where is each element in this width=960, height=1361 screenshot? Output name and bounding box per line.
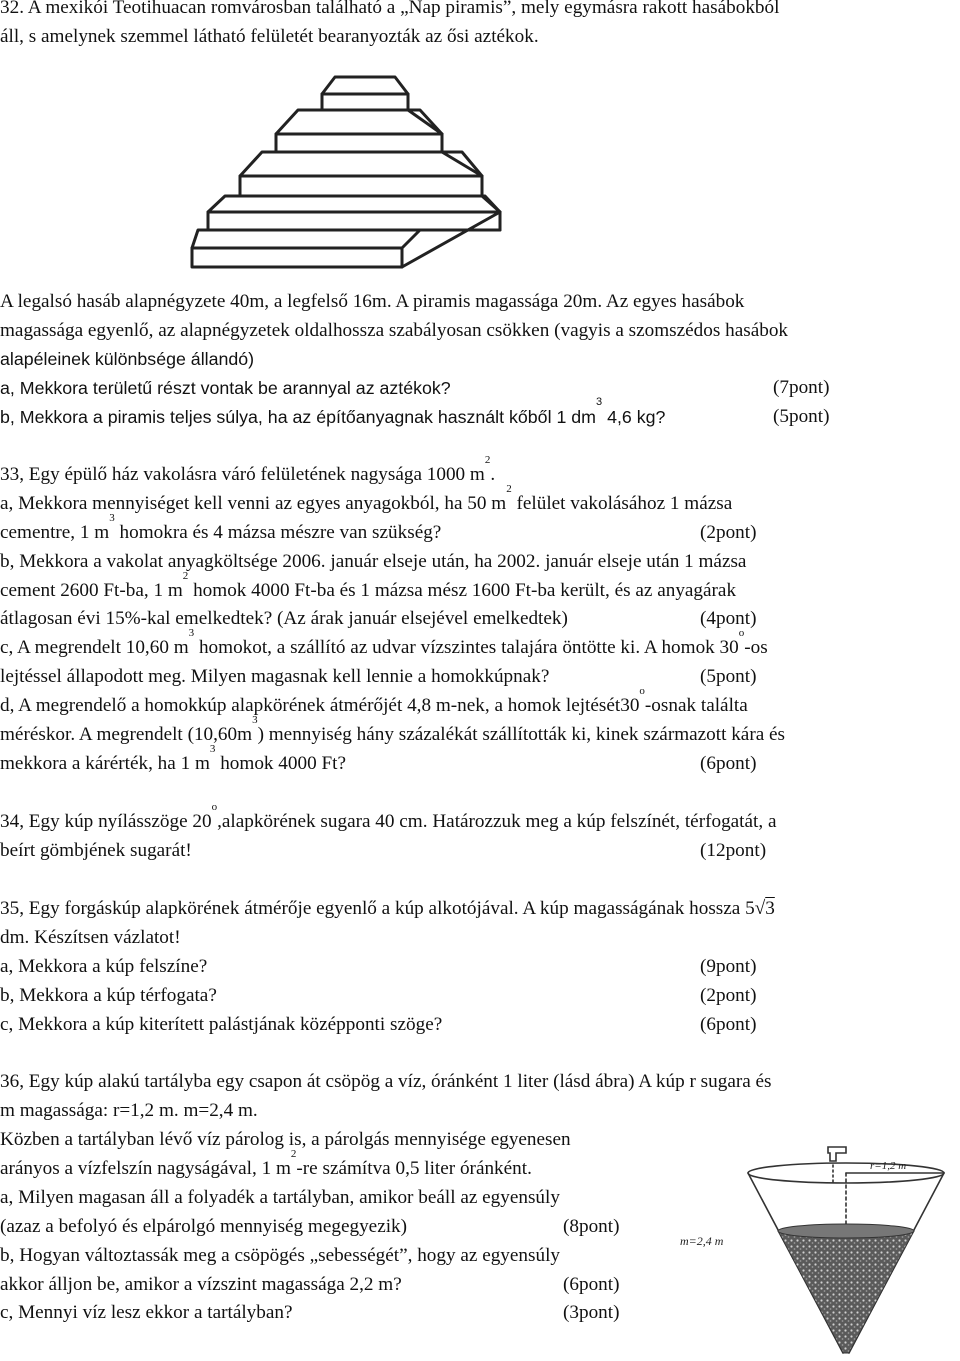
p34-points: (12pont) — [700, 840, 767, 861]
p33-l1-sup: 2 — [484, 454, 491, 466]
p33-l2a: a, Mekkora mennyiséget kell venni az egyes anyagokból, ha 50 m — [0, 493, 507, 514]
p36-l4-sup: 2 — [290, 1148, 297, 1160]
p32-line3: A legalsó hasáb alapnégyzete 40m, a legfelső 16m. A piramis magassága 20m. Az egyes hasábok — [0, 291, 745, 312]
p33-l5a: cement 2600 Ft-ba, 1 m — [0, 580, 183, 601]
p33-line10 — [0, 714, 786, 747]
p34-line1 — [0, 801, 777, 834]
p33-l9a: d, A megrendelő a homokkúp alapkörének átmérőjét 4,8 m-nek, a homok lejtését30 — [0, 695, 640, 716]
p36-l4a: arányos a vízfelszín nagyságával, 1 m — [0, 1158, 291, 1179]
p32-line5: alapéleinek különbsége állandó) — [0, 349, 255, 369]
p32-b-text: b, Mekkora a piramis teljes súlya, ha az építőanyagnak használt kőből 1 dm — [0, 407, 596, 427]
p35-l1b: 3 — [765, 898, 775, 919]
p36-line4 — [0, 1148, 532, 1181]
p33-points-b: (4pont) — [700, 608, 757, 629]
p35-line1 — [0, 897, 775, 921]
p33-l11-sup: 3 — [209, 743, 216, 755]
p33-l9b: -osnak találta — [644, 695, 748, 716]
fig-radius-label: r=1,2 m — [870, 1160, 907, 1172]
fig-height-label: m=2,4 m — [680, 1234, 724, 1248]
p33-l10a: méréskor. A megrendelt (10,60m — [0, 724, 253, 745]
p33-line3 — [0, 512, 442, 545]
p36-points-b: (6pont) — [563, 1274, 620, 1295]
pyramid-drawing — [180, 72, 520, 277]
p36-line2: m magassága: r=1,2 m. m=2,4 m. — [0, 1100, 258, 1121]
p32-line1: 32. A mexikói Teotihuacan romvárosban található a „Nap piramis”, mely egymásra rakott hasábokból — [0, 0, 780, 18]
sqrt-icon: √ — [754, 898, 766, 919]
p33-points-d: (6pont) — [700, 753, 757, 774]
p33-l5b: homok 4000 Ft-ba és 1 mázsa mész 1600 Ft-ba került, és az anyagárak — [188, 580, 737, 601]
p32-b-text2: 4,6 kg? — [602, 407, 666, 427]
p34-l1-deg: o — [211, 801, 218, 813]
p35-question-c: c, Mekkora a kúp kiterített palástjának középponti szöge? — [0, 1014, 443, 1035]
p36-line1: 36, Egy kúp alakú tartályba egy csapon át csöpög a víz, óránként 1 liter (lásd ábra) A kúp r sugara és — [0, 1071, 772, 1092]
p32-question-b — [0, 396, 666, 429]
p36-l4b: -re számítva 0,5 liter óránként. — [296, 1158, 532, 1179]
p33-l3a: cementre, 1 m — [0, 522, 110, 543]
p33-l5-sup: 2 — [182, 570, 189, 582]
p32-points-a: (7pont) — [773, 377, 830, 398]
p33-line7 — [0, 627, 768, 660]
p36-line8: akkor álljon be, amikor a vízszint magassága 2,2 m? — [0, 1274, 402, 1295]
p33-l3b: homokra és 4 mázsa mészre van szükség? — [114, 522, 442, 543]
p33-l10b: ) mennyiség hány százalékát szállították ki, kinek származott kára és — [257, 724, 786, 745]
p35-points-a: (9pont) — [700, 956, 757, 977]
p33-points-c: (5pont) — [700, 666, 757, 687]
p33-l7-sup: 3 — [188, 627, 195, 639]
p32-points-b: (5pont) — [773, 406, 830, 427]
p33-l2-sup: 2 — [506, 483, 512, 495]
p36-line7: b, Hogyan változtassák meg a csöpögés „sebességét”, hogy az egyensúly — [0, 1245, 560, 1266]
p33-line9 — [0, 685, 748, 718]
p34-l1b: ,alapkörének sugara 40 cm. Határozzuk meg a kúp felszínét, térfogatát, a — [217, 811, 777, 832]
p33-points-a: (2pont) — [700, 522, 757, 543]
p33-l11b: homok 4000 Ft? — [215, 753, 346, 774]
p35-line2: dm. Készítsen vázlatot! — [0, 927, 181, 948]
p35-points-b: (2pont) — [700, 985, 757, 1006]
p33-line4: b, Mekkora a vakolat anyagköltsége 2006. január elseje után, ha 2002. január elseje után 1 mázsa — [0, 551, 747, 572]
p33-line6: átlagosan évi 15%-kal emelkedtek? (Az árak január elsejével emelkedtek) — [0, 608, 568, 629]
p33-l7-deg: o — [738, 627, 745, 639]
p36-line6: (azaz a befolyó és elpárolgó mennyiség megegyezik) — [0, 1216, 408, 1237]
p33-l9-deg: o — [639, 685, 645, 697]
p33-l1a: 33, Egy épülő ház vakolásra váró felületének nagysága 1000 m — [0, 464, 485, 485]
p33-l7b: homokot, a szállító az udvar vízszintes talajára öntötte ki. A homok 30 — [194, 637, 739, 658]
p33-line5 — [0, 570, 737, 603]
p34-l1a: 34, Egy kúp nyílásszöge 20 — [0, 811, 212, 832]
p36-line3: Közben a tartályban lévő víz párolog is, a párolgás mennyisége egyenesen — [0, 1129, 571, 1150]
p33-line1 — [0, 454, 496, 487]
p32-line4: magassága egyenlő, az alapnégyzetek oldalhossza szabályosan csökken (vagyis a szomszédos hasábok — [0, 320, 789, 341]
p32-question-a: a, Mekkora területű részt vontak be arannyal az aztékok? — [0, 378, 451, 398]
p33-l3-sup: 3 — [109, 512, 115, 524]
p32-line2: áll, s amelynek szemmel látható felületét bearanyozták az ősi aztékok. — [0, 26, 539, 47]
p36-line9: c, Mennyi víz lesz ekkor a tartályban? — [0, 1302, 293, 1323]
p36-line5: a, Milyen magasan áll a folyadék a tartályban, amikor beáll az egyensúly — [0, 1187, 560, 1208]
p33-l7a: c, A megrendelt 10,60 m — [0, 637, 189, 658]
p33-l7c: -os — [744, 637, 768, 658]
cone-tank-drawing — [658, 1143, 958, 1358]
p35-question-a: a, Mekkora a kúp felszíne? — [0, 956, 208, 977]
p36-points-c: (3pont) — [563, 1302, 620, 1323]
p36-points-a: (8pont) — [563, 1216, 620, 1237]
p35-question-b: b, Mekkora a kúp térfogata? — [0, 985, 217, 1006]
p33-l1b: . — [490, 464, 496, 485]
p33-line8: lejtéssel állapodott meg. Milyen magasnak kell lennie a homokkúpnak? — [0, 666, 550, 687]
p34-line2: beírt gömbjének sugarát! — [0, 840, 192, 861]
p33-l10-sup: 3 — [252, 714, 258, 726]
p35-l1a: 35, Egy forgáskúp alapkörének átmérője egyenlő a kúp alkotójával. A kúp magasságának hossza 5 — [0, 898, 755, 919]
p33-l2b: felület vakolásához 1 mázsa — [511, 493, 733, 514]
p33-l11a: mekkora a kárérték, ha 1 m — [0, 753, 210, 774]
p33-line11 — [0, 743, 346, 776]
p32-b-sup: 3 — [596, 396, 603, 408]
p35-points-c: (6pont) — [700, 1014, 757, 1035]
